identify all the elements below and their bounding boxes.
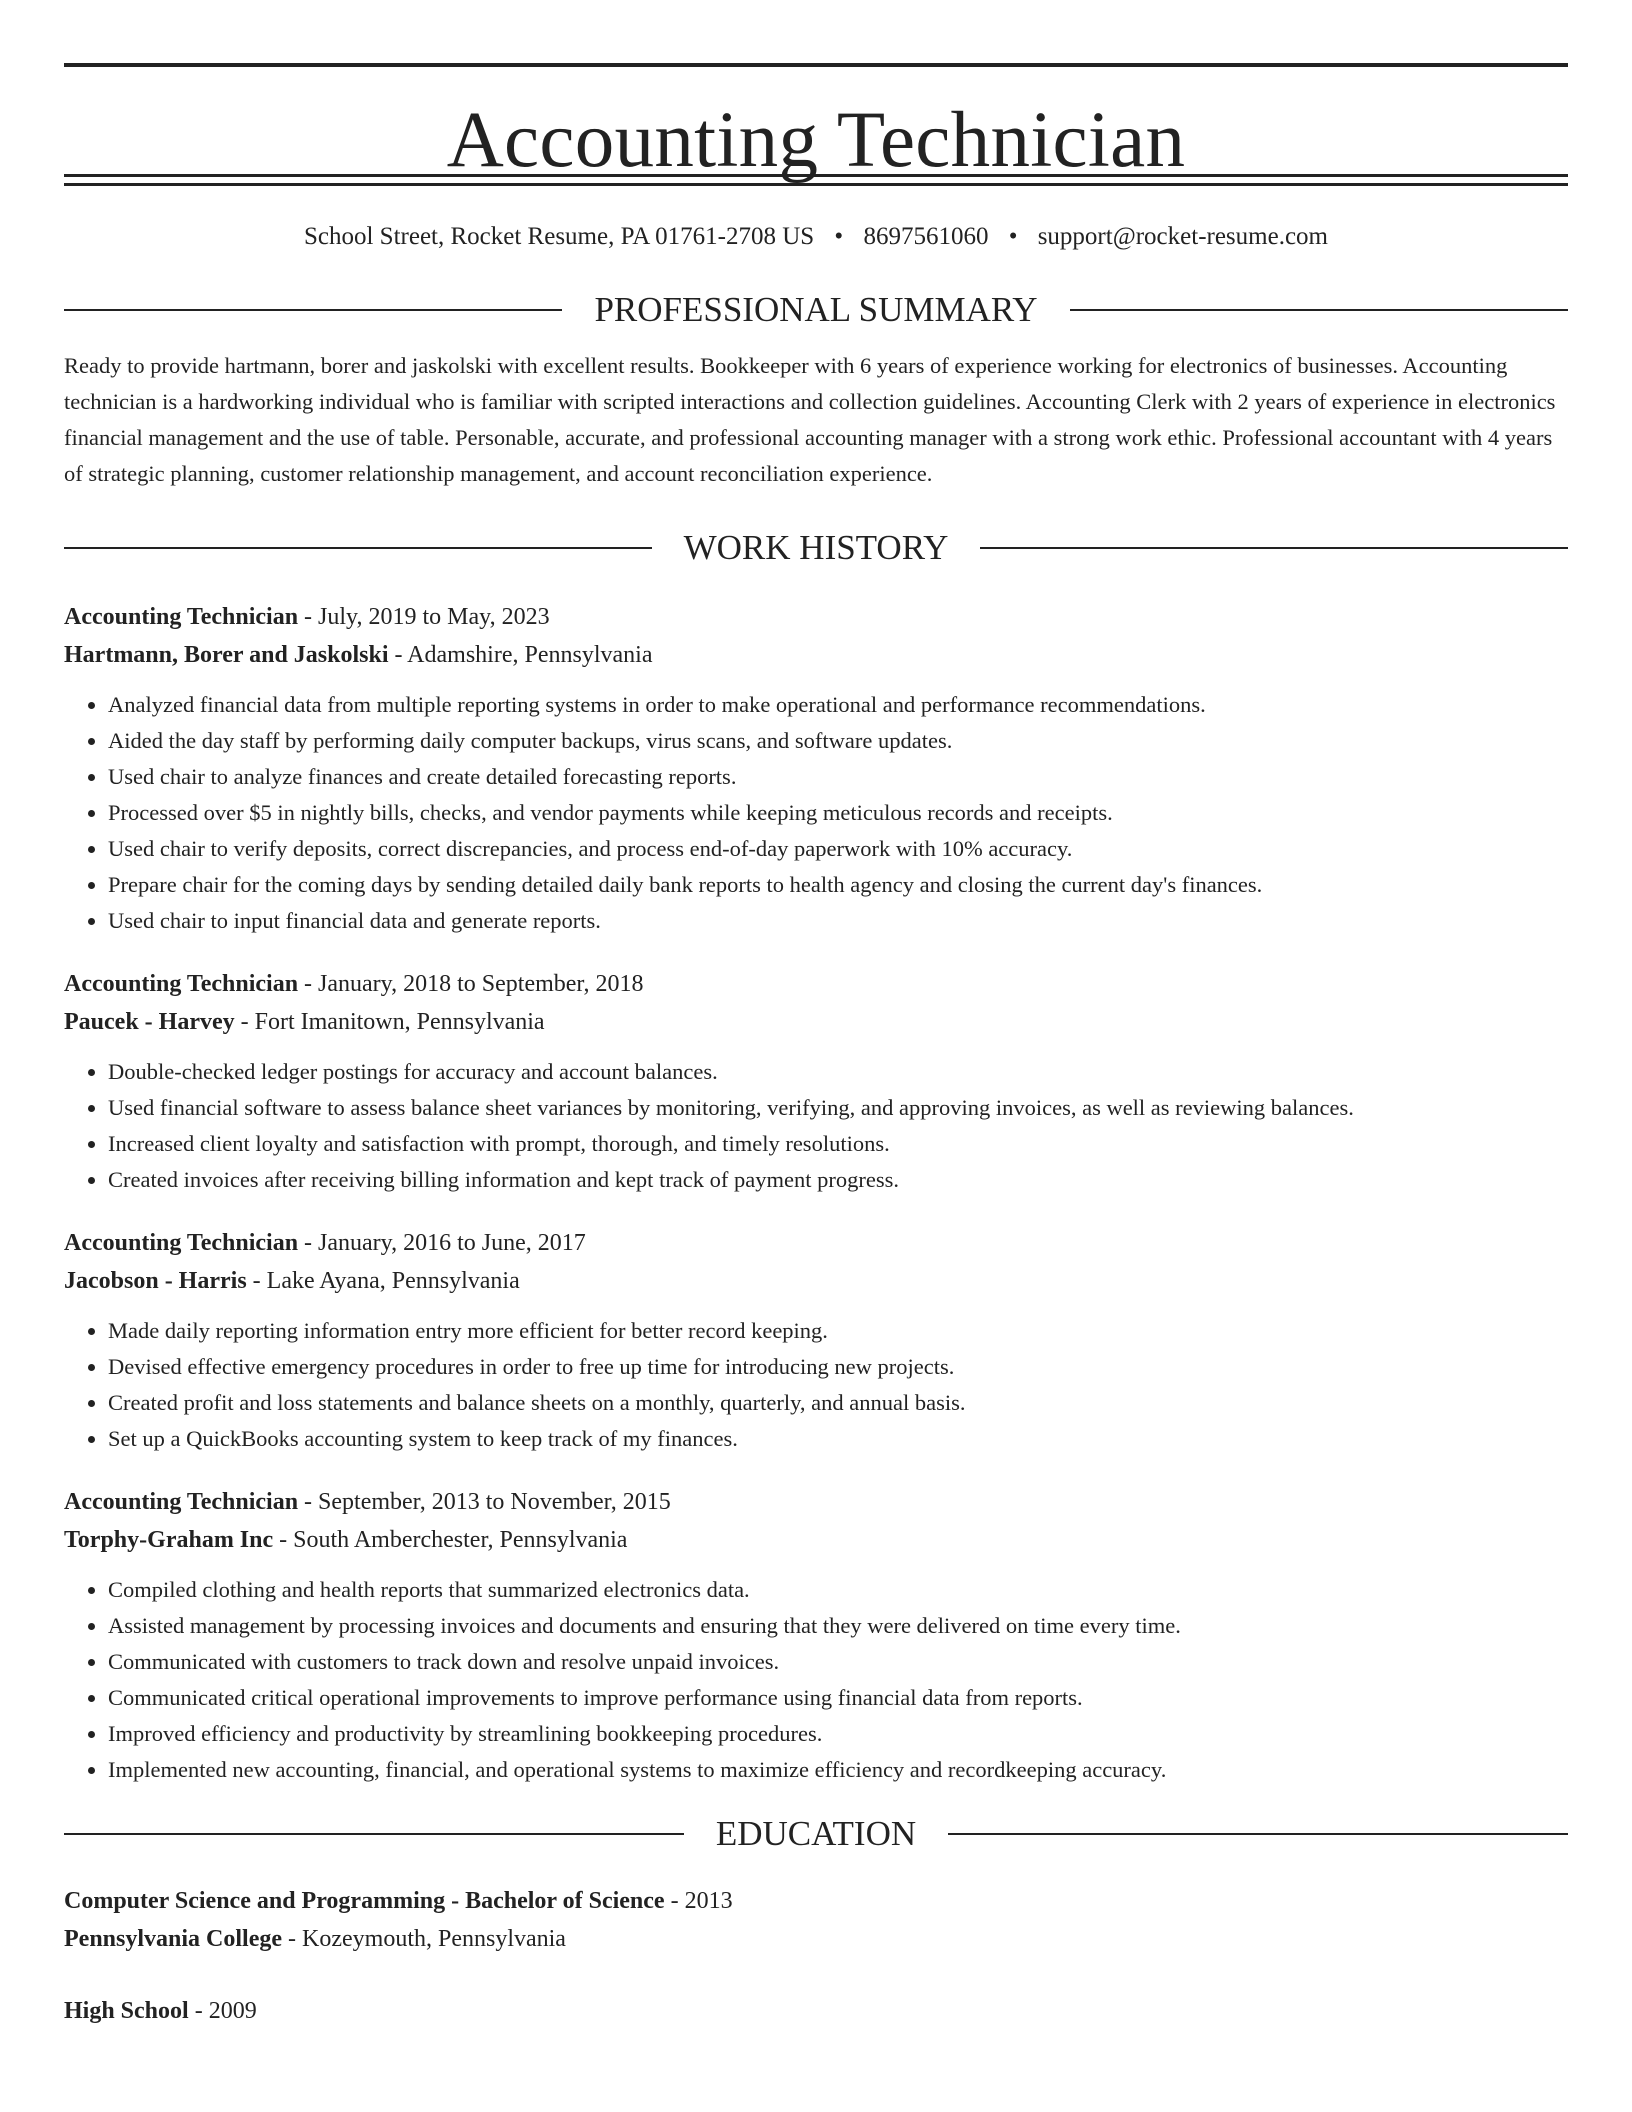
job-company: Paucek - Harvey: [64, 1009, 235, 1035]
job-title-line: [64, 598, 1568, 636]
divider: [980, 547, 1568, 549]
job-entry: [64, 1483, 1568, 1788]
job-dates: - July, 2019 to May, 2023: [298, 604, 550, 630]
degree-line: [64, 1882, 1568, 1920]
duty-item: • Used financial software to assess balance sheet variances by monitoring, verifying, and approving invoices, as well as reviewing balances.: [108, 1090, 1568, 1126]
duty-item: • Created profit and loss statements and balance sheets on a monthly, quarterly, and annual basis.: [108, 1385, 1568, 1421]
job-entry: [64, 965, 1568, 1198]
contact-address: School Street, Rocket Resume, PA 01761-2708 US: [303, 223, 815, 250]
degree-year: - 2013: [664, 1888, 733, 1914]
duty-item: • Assisted management by processing invoices and documents and ensuring that they were delivered on time every time.: [108, 1608, 1568, 1644]
job-dates: - September, 2013 to November, 2015: [298, 1489, 671, 1515]
degree-year: - 2009: [188, 1998, 257, 2024]
duty-item: • Compiled clothing and health reports that summarized electronics data.: [108, 1572, 1568, 1608]
job-entry: [64, 1224, 1568, 1457]
section-heading-summary: [64, 290, 1568, 330]
duty-item: • Used chair to verify deposits, correct discrepancies, and process end-of-day paperwork with 10% accuracy.: [108, 831, 1568, 867]
degree-name: Computer Science and Programming - Bachelor of Science: [64, 1888, 665, 1914]
job-location: - South Amberchester, Pennsylvania: [273, 1527, 628, 1553]
duty-item: • Used chair to input financial data and generate reports.: [108, 903, 1568, 939]
section-title: EDUCATION: [715, 1814, 917, 1853]
duty-item: • Communicated critical operational improvements to improve performance using financial data from reports.: [108, 1680, 1568, 1716]
job-entry: [64, 598, 1568, 939]
section-heading-work-history: [64, 528, 1568, 568]
duty-item: • Implemented new accounting, financial, and operational systems to maximize efficiency and recordkeeping accuracy.: [108, 1752, 1568, 1788]
job-title: Accounting Technician: [64, 604, 299, 630]
duty-list: [64, 687, 1568, 939]
divider: [64, 547, 652, 549]
job-company: Jacobson - Harris: [64, 1268, 247, 1294]
job-location: - Adamshire, Pennsylvania: [388, 642, 653, 668]
job-company-line: [64, 1262, 1568, 1300]
divider: [948, 1833, 1568, 1835]
contact-phone: 8697561060: [863, 223, 989, 250]
section-title: WORK HISTORY: [683, 528, 949, 567]
work-history-list: [64, 598, 1568, 1788]
school-location: - Kozeymouth, Pennsylvania: [282, 1926, 566, 1952]
school-name: Pennsylvania College: [64, 1926, 283, 1952]
duty-item: • Double-checked ledger postings for accuracy and account balances.: [108, 1054, 1568, 1090]
resume-title: Accounting Technician: [446, 97, 1186, 184]
contact-separator: •: [834, 223, 844, 250]
job-title-line: [64, 1483, 1568, 1521]
duty-item: • Used chair to analyze finances and create detailed forecasting reports.: [108, 759, 1568, 795]
contact-separator: •: [1008, 223, 1018, 250]
duty-item: • Made daily reporting information entry more efficient for better record keeping.: [108, 1313, 1568, 1349]
school-line: [64, 1920, 1568, 1958]
duty-item: • Analyzed financial data from multiple reporting systems in order to make operational and performance recommendations.: [108, 687, 1568, 723]
job-title: Accounting Technician: [64, 1489, 299, 1515]
job-dates: - January, 2018 to September, 2018: [298, 971, 644, 997]
divider: [64, 309, 562, 311]
education-entry: [64, 1882, 1568, 1958]
duty-item: • Improved efficiency and productivity by streamlining bookkeeping procedures.: [108, 1716, 1568, 1752]
education-entry: [64, 1992, 1568, 2030]
job-company-line: [64, 1003, 1568, 1041]
section-title: PROFESSIONAL SUMMARY: [594, 290, 1038, 329]
contact-line: [64, 222, 1568, 252]
degree-name: High School: [64, 1998, 189, 2024]
degree-line: [64, 1992, 1568, 2030]
duty-item: • Aided the day staff by performing daily computer backups, virus scans, and software updates.: [108, 723, 1568, 759]
duty-item: • Communicated with customers to track down and resolve unpaid invoices.: [108, 1644, 1568, 1680]
duty-list: [64, 1054, 1568, 1198]
summary-paragraph: Ready to provide hartmann, borer and jaskolski with excellent results. Bookkeeper with 6 years of experience working for electronics of businesses. Accounting technician is a hardworking individual who is familiar with scripted interactions and collection guidelines. Accounting Clerk with 2 years of experience in electronics financial management and the use of table. Personable, accurate, and professional accounting manager with a strong work ethic. Professional accountant with 4 years of strategic planning, customer relationship management, and account reconciliation experience.: [64, 353, 1556, 486]
duty-item: • Prepare chair for the coming days by sending detailed daily bank reports to health agency and closing the current day's finances.: [108, 867, 1568, 903]
section-heading-education: [64, 1814, 1568, 1854]
job-company: Hartmann, Borer and Jaskolski: [64, 642, 389, 668]
duty-list: [64, 1572, 1568, 1788]
job-company-line: [64, 636, 1568, 674]
duty-item: • Devised effective emergency procedures in order to free up time for introducing new projects.: [108, 1349, 1568, 1385]
duty-item: • Set up a QuickBooks accounting system to keep track of my finances.: [108, 1421, 1568, 1457]
job-location: - Lake Ayana, Pennsylvania: [246, 1268, 520, 1294]
job-location: - Fort Imanitown, Pennsylvania: [234, 1009, 545, 1035]
duty-item: • Created invoices after receiving billing information and kept track of payment progress.: [108, 1162, 1568, 1198]
duty-list: [64, 1313, 1568, 1457]
job-title-line: [64, 965, 1568, 1003]
job-company-line: [64, 1521, 1568, 1559]
job-dates: - January, 2016 to June, 2017: [298, 1230, 586, 1256]
duty-item: • Increased client loyalty and satisfaction with prompt, thorough, and timely resolutions.: [108, 1126, 1568, 1162]
divider: [1070, 309, 1568, 311]
job-title: Accounting Technician: [64, 1230, 299, 1256]
divider: [64, 1833, 684, 1835]
job-company: Torphy-Graham Inc: [64, 1527, 274, 1553]
job-title-line: [64, 1224, 1568, 1262]
contact-email: support@rocket-resume.com: [1037, 223, 1328, 250]
job-title: Accounting Technician: [64, 971, 299, 997]
duty-item: • Processed over $5 in nightly bills, checks, and vendor payments while keeping meticulous records and receipts.: [108, 795, 1568, 831]
